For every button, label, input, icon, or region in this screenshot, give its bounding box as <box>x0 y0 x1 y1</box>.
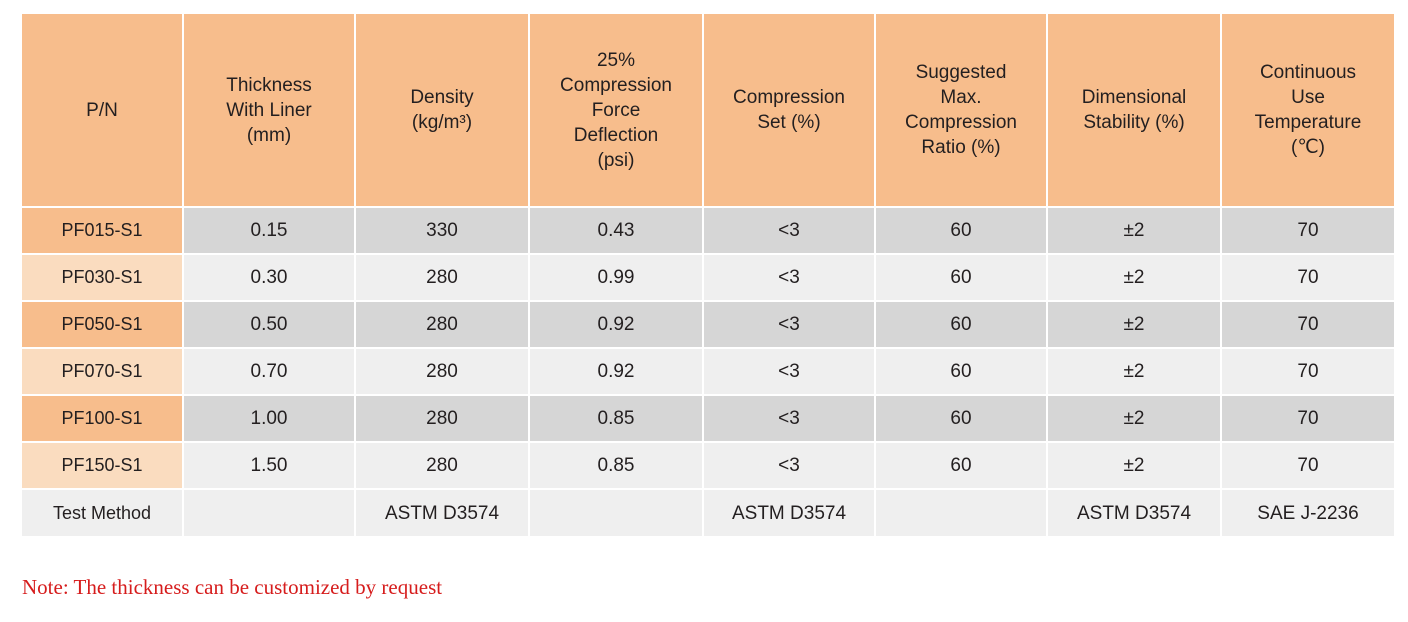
column-header-dimensional-stability <box>1048 14 1220 206</box>
cell-pn: PF100-S1 <box>22 396 182 441</box>
cell-density: 280 <box>356 396 528 441</box>
header-line: Suggested <box>915 62 1007 83</box>
header-line: Compression <box>905 112 1017 133</box>
cell-max-compression-ratio: 60 <box>876 396 1046 441</box>
cell-density: 280 <box>356 302 528 347</box>
cell-cfd: 0.85 <box>530 396 702 441</box>
cell-max-compression-ratio: 60 <box>876 208 1046 253</box>
cell-thickness: 0.30 <box>184 255 354 300</box>
specification-table <box>20 12 1396 538</box>
cell-pn: PF030-S1 <box>22 255 182 300</box>
cell-pn: PF070-S1 <box>22 349 182 394</box>
cell-pn: PF050-S1 <box>22 302 182 347</box>
header-line: With Liner <box>226 99 312 121</box>
cell-continuous-use-temperature: SAE J-2236 <box>1222 490 1394 536</box>
table-row <box>22 443 1394 488</box>
cell-compression-set: <3 <box>704 255 874 300</box>
cell-cfd: 0.92 <box>530 302 702 347</box>
column-header-compression-set <box>704 14 874 206</box>
cell-pn: PF015-S1 <box>22 208 182 253</box>
cell-cfd: 0.92 <box>530 349 702 394</box>
cell-density: 280 <box>356 443 528 488</box>
column-header-pn <box>22 14 182 206</box>
cell-thickness: 1.50 <box>184 443 354 488</box>
header-line: Dimensional <box>1081 87 1187 108</box>
cell-density: ASTM D3574 <box>356 490 528 536</box>
table-body <box>22 208 1394 536</box>
cell-compression-set: <3 <box>704 396 874 441</box>
cell-density: 280 <box>356 349 528 394</box>
header-line: (psi) <box>597 149 635 171</box>
header-line: (kg/m³) <box>411 112 473 133</box>
cell-compression-set: ASTM D3574 <box>704 490 874 536</box>
cell-continuous-use-temperature: 70 <box>1222 396 1394 441</box>
cell-thickness: 0.50 <box>184 302 354 347</box>
column-header-max-compression-ratio <box>876 14 1046 206</box>
header-line: Force <box>591 99 641 121</box>
cell-dimensional-stability: ±2 <box>1048 396 1220 441</box>
cell-max-compression-ratio: 60 <box>876 443 1046 488</box>
table-header-row <box>22 14 1394 206</box>
cell-continuous-use-temperature: 70 <box>1222 349 1394 394</box>
header-line: (℃) <box>1291 137 1325 158</box>
cell-compression-set: <3 <box>704 208 874 253</box>
cell-continuous-use-temperature: 70 <box>1222 443 1394 488</box>
header-line: Thickness <box>226 74 312 96</box>
cell-test-method-label: Test Method <box>22 490 182 536</box>
note-text: Note: The thickness can be customized by request <box>22 575 443 599</box>
cell-max-compression-ratio <box>876 490 1046 536</box>
cell-cfd: 0.99 <box>530 255 702 300</box>
column-header-continuous-use-temperature <box>1222 14 1394 206</box>
cell-max-compression-ratio: 60 <box>876 255 1046 300</box>
header-line: P/N <box>86 99 118 121</box>
column-header-density <box>356 14 528 206</box>
cell-compression-set: <3 <box>704 349 874 394</box>
header-line: Ratio (%) <box>921 137 1001 158</box>
header-line: Temperature <box>1254 112 1362 133</box>
cell-dimensional-stability: ±2 <box>1048 208 1220 253</box>
cell-density: 280 <box>356 255 528 300</box>
cell-dimensional-stability: ±2 <box>1048 255 1220 300</box>
cell-continuous-use-temperature: 70 <box>1222 255 1394 300</box>
header-line: Stability (%) <box>1083 112 1185 133</box>
header-line: Deflection <box>573 124 659 146</box>
cell-cfd: 0.43 <box>530 208 702 253</box>
cell-thickness: 0.70 <box>184 349 354 394</box>
header-line: Density <box>410 87 474 108</box>
cell-max-compression-ratio: 60 <box>876 349 1046 394</box>
cell-max-compression-ratio: 60 <box>876 302 1046 347</box>
header-line: (mm) <box>246 124 292 146</box>
header-line: Use <box>1291 87 1325 108</box>
cell-cfd: 0.85 <box>530 443 702 488</box>
cell-density: 330 <box>356 208 528 253</box>
cell-pn: PF150-S1 <box>22 443 182 488</box>
header-line: Continuous <box>1259 62 1357 83</box>
column-header-compression-force-deflection <box>530 14 702 206</box>
cell-dimensional-stability: ±2 <box>1048 302 1220 347</box>
table-row <box>22 255 1394 300</box>
header-line: Max. <box>940 87 982 108</box>
table-row-test-method <box>22 490 1394 536</box>
cell-continuous-use-temperature: 70 <box>1222 302 1394 347</box>
cell-thickness: 0.15 <box>184 208 354 253</box>
cell-thickness: 1.00 <box>184 396 354 441</box>
table-row <box>22 396 1394 441</box>
table-row <box>22 302 1394 347</box>
column-header-thickness <box>184 14 354 206</box>
table-row <box>22 349 1394 394</box>
cell-compression-set: <3 <box>704 443 874 488</box>
cell-dimensional-stability: ±2 <box>1048 349 1220 394</box>
header-line: Compression <box>733 87 845 108</box>
header-line: Set (%) <box>757 112 821 133</box>
table-row <box>22 208 1394 253</box>
cell-compression-set: <3 <box>704 302 874 347</box>
cell-dimensional-stability: ±2 <box>1048 443 1220 488</box>
cell-dimensional-stability: ASTM D3574 <box>1048 490 1220 536</box>
table-header <box>22 14 1394 206</box>
cell-thickness <box>184 490 354 536</box>
header-line: 25% <box>596 49 636 71</box>
cell-continuous-use-temperature: 70 <box>1222 208 1394 253</box>
cell-cfd <box>530 490 702 536</box>
header-line: Compression <box>560 74 672 96</box>
